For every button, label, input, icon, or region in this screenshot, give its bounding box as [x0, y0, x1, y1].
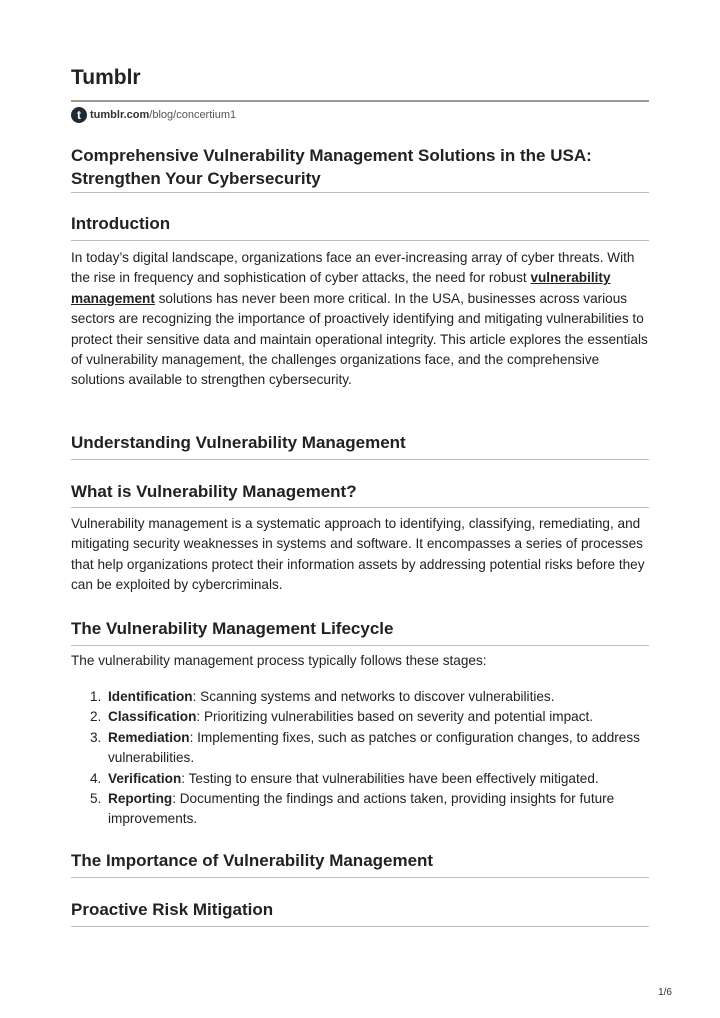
- page-number: 1/6: [658, 987, 672, 998]
- vulnerability-management-link[interactable]: vulnerability management: [71, 270, 611, 306]
- article-title: Comprehensive Vulnerability Management Solutions in the USA: Strengthen Your Cybersecurity: [71, 146, 592, 188]
- list-item: 4. Verification: Testing to ensure that vulnerabilities have been effectively mitigated.: [90, 770, 599, 786]
- header-divider: [71, 100, 649, 102]
- lifecycle-intro: The vulnerability management process typically follows these stages:: [71, 653, 487, 668]
- heading-what-is: What is Vulnerability Management?: [71, 482, 357, 501]
- source-path: /blog/concertium1: [149, 108, 237, 121]
- section-divider: [71, 926, 649, 927]
- section-divider: [71, 459, 649, 460]
- what-is-paragraph: Vulnerability management is a systematic approach to identifying, classifying, remediating, and mitigating security weaknesses in systems and software. It encompasses a series of processes that help organizations protect their information assets by addressing potential risks before they can be exploited by cybercriminals.: [71, 516, 645, 593]
- heading-importance: The Importance of Vulnerability Management: [71, 851, 434, 870]
- heading-lifecycle: The Vulnerability Management Lifecycle: [71, 619, 394, 638]
- heading-proactive: Proactive Risk Mitigation: [71, 900, 274, 919]
- section-divider: [71, 240, 649, 241]
- site-title: Tumblr: [71, 66, 141, 89]
- tumblr-logo-icon: t: [71, 107, 87, 123]
- list-item: 2. Classification: Prioritizing vulnerabilities based on severity and potential impact.: [90, 709, 594, 725]
- section-divider: [71, 507, 649, 508]
- introduction-paragraph: In today’s digital landscape, organizations face an ever-increasing array of cyber threats. With the rise in frequency and sophistication of cyber attacks, the need for robust vulnerability management solutions has never been more critical. In the USA, businesses across various sectors are recognizing the importance of proactively identifying and mitigating vulnerabilities to protect their sensitive data and maintain operational integrity. This article explores the essentials of vulnerability management, the challenges organizations face, and the comprehensive solutions available to strengthen cybersecurity.: [71, 250, 648, 388]
- heading-understanding: Understanding Vulnerability Management: [71, 433, 406, 452]
- heading-introduction: Introduction: [71, 214, 171, 233]
- source-domain: tumblr.com: [90, 108, 150, 121]
- source-link[interactable]: [71, 106, 236, 123]
- list-item: 3. Remediation: Implementing fixes, such as patches or configuration changes, to address vulnerabilities.: [90, 729, 640, 766]
- list-item: 1. Identification: Scanning systems and networks to discover vulnerabilities.: [90, 689, 555, 704]
- section-divider: [71, 645, 649, 646]
- section-divider: [71, 877, 649, 878]
- list-item: 5. Reporting: Documenting the findings and actions taken, providing insights for future improvements.: [90, 791, 615, 827]
- title-divider: [71, 192, 649, 193]
- lifecycle-steps-list: [71, 687, 649, 830]
